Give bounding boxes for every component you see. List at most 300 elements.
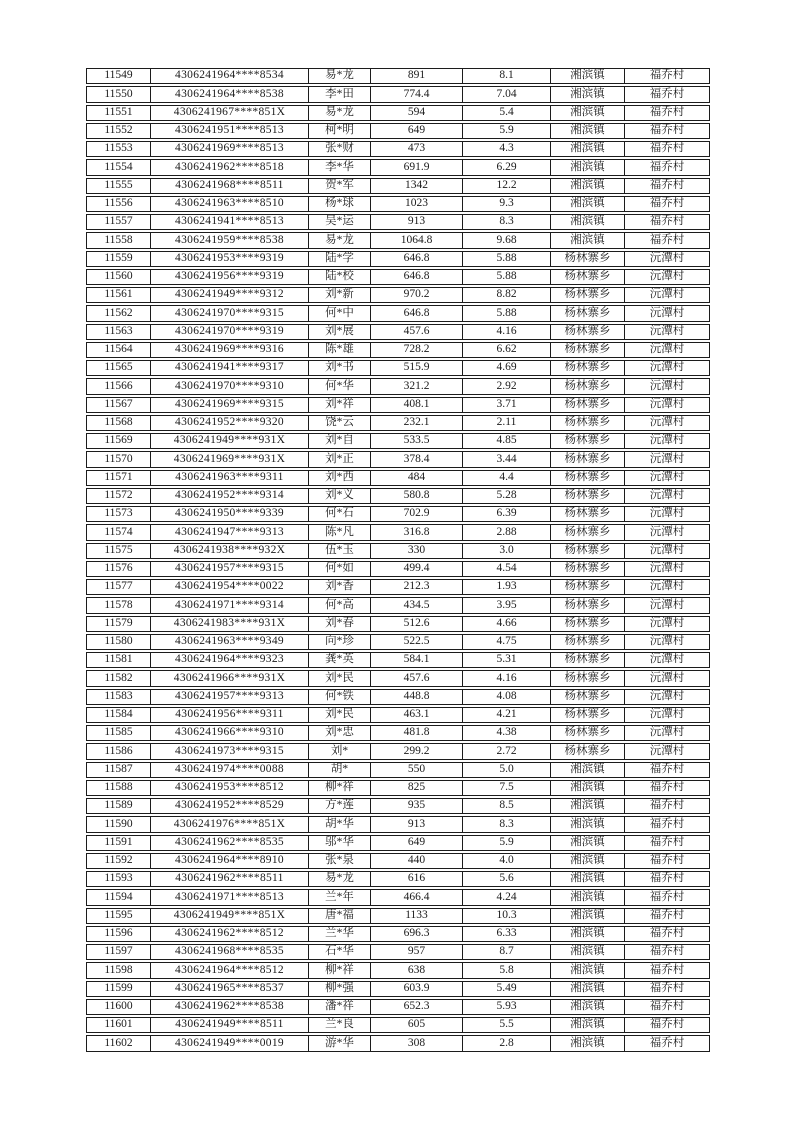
cell-township: 湘滨镇 [551, 215, 625, 229]
cell-name: 何*高 [309, 598, 371, 612]
cell-township: 湘滨镇 [551, 197, 625, 211]
cell-amount: 1064.8 [371, 233, 463, 247]
cell-masked-id: 4306241968****8535 [151, 945, 309, 959]
table-row [86, 324, 710, 340]
cell-township: 湘滨镇 [551, 1018, 625, 1032]
table-row [86, 141, 710, 157]
cell-name: 刘*正 [309, 452, 371, 466]
cell-amount: 691.9 [371, 160, 463, 174]
cell-name: 胡*华 [309, 817, 371, 831]
cell-village: 福乔村 [649, 890, 685, 903]
cell-masked-id: 4306241962****8538 [151, 1000, 309, 1014]
cell-masked-id: 4306241983****931X [151, 617, 309, 631]
cell-village: 福乔村 [649, 215, 685, 228]
table-row [86, 597, 710, 613]
cell-rate: 9.3 [463, 197, 551, 211]
cell-name: 刘*展 [309, 325, 371, 339]
cell-amount: 212.3 [371, 580, 463, 594]
cell-village: 沅潭村 [649, 744, 685, 757]
table-row [86, 616, 710, 632]
cell-rate: 5.8 [463, 963, 551, 977]
cell-amount: 1133 [371, 909, 463, 923]
cell-rate: 3.95 [463, 598, 551, 612]
cell-masked-id: 4306241967****851X [151, 106, 309, 120]
cell-name: 易*龙 [309, 106, 371, 120]
cell-masked-id: 4306241941****9317 [151, 361, 309, 375]
cell-township: 杨林寨乡 [551, 708, 625, 722]
cell-name: 何*中 [309, 306, 371, 320]
cell-sequence: 11554 [87, 160, 151, 174]
cell-sequence: 11562 [87, 306, 151, 320]
cell-rate: 6.29 [463, 160, 551, 174]
cell-village: 福乔村 [649, 963, 685, 976]
cell-amount: 316.8 [371, 525, 463, 539]
cell-township: 杨林寨乡 [551, 361, 625, 375]
cell-village: 福乔村 [649, 981, 685, 994]
cell-village: 福乔村 [649, 1036, 685, 1049]
cell-village: 沅潭村 [649, 470, 685, 483]
cell-masked-id: 4306241965****8537 [151, 982, 309, 996]
cell-township: 杨林寨乡 [551, 525, 625, 539]
cell-village: 福乔村 [649, 781, 685, 794]
cell-township: 湘滨镇 [551, 160, 625, 174]
cell-sequence: 11579 [87, 617, 151, 631]
cell-name: 刘*新 [309, 288, 371, 302]
cell-township: 湘滨镇 [551, 890, 625, 904]
cell-village: 福乔村 [649, 160, 685, 173]
cell-sequence: 11593 [87, 872, 151, 886]
cell-township: 杨林寨乡 [551, 288, 625, 302]
cell-township: 杨林寨乡 [551, 580, 625, 594]
table-row [86, 378, 710, 394]
cell-sequence: 11559 [87, 252, 151, 266]
cell-rate: 4.24 [463, 890, 551, 904]
cell-name: 兰*华 [309, 927, 371, 941]
cell-village: 沅潭村 [649, 653, 685, 666]
cell-amount: 774.4 [371, 87, 463, 101]
cell-village: 福乔村 [649, 178, 685, 191]
cell-amount: 466.4 [371, 890, 463, 904]
cell-township: 湘滨镇 [551, 963, 625, 977]
cell-name: 杨*球 [309, 197, 371, 211]
cell-masked-id: 4306241952****8529 [151, 799, 309, 813]
cell-township: 湘滨镇 [551, 69, 625, 83]
cell-amount: 649 [371, 124, 463, 138]
cell-masked-id: 4306241951****8513 [151, 124, 309, 138]
cell-township: 湘滨镇 [551, 87, 625, 101]
cell-sequence: 11573 [87, 507, 151, 521]
cell-village: 福乔村 [649, 124, 685, 137]
table-row [86, 105, 710, 121]
cell-rate: 4.08 [463, 690, 551, 704]
cell-rate: 5.88 [463, 252, 551, 266]
cell-sequence: 11590 [87, 817, 151, 831]
cell-rate: 3.44 [463, 452, 551, 466]
cell-sequence: 11601 [87, 1018, 151, 1032]
table-row [86, 86, 710, 102]
cell-township: 杨林寨乡 [551, 489, 625, 503]
cell-village: 福乔村 [649, 197, 685, 210]
cell-amount: 299.2 [371, 744, 463, 758]
cell-sequence: 11583 [87, 690, 151, 704]
table-row [86, 360, 710, 376]
cell-masked-id: 4306241949****931X [151, 434, 309, 448]
cell-village: 沅潭村 [649, 251, 685, 264]
cell-amount: 646.8 [371, 306, 463, 320]
cell-sequence: 11552 [87, 124, 151, 138]
cell-masked-id: 4306241956****9319 [151, 270, 309, 284]
cell-masked-id: 4306241941****8513 [151, 215, 309, 229]
cell-township: 湘滨镇 [551, 927, 625, 941]
cell-amount: 440 [371, 854, 463, 868]
cell-township: 湘滨镇 [551, 1000, 625, 1014]
cell-amount: 891 [371, 69, 463, 83]
cell-village: 沅潭村 [649, 343, 685, 356]
cell-rate: 4.16 [463, 325, 551, 339]
cell-township: 杨林寨乡 [551, 325, 625, 339]
table-row [86, 670, 710, 686]
cell-amount: 616 [371, 872, 463, 886]
cell-name: 张*泉 [309, 854, 371, 868]
cell-village: 沅潭村 [649, 416, 685, 429]
cell-name: 刘*香 [309, 580, 371, 594]
cell-name: 柳*祥 [309, 963, 371, 977]
table-row [86, 269, 710, 285]
cell-masked-id: 4306241959****8538 [151, 233, 309, 247]
cell-village: 福乔村 [649, 87, 685, 100]
cell-name: 游*华 [309, 1036, 371, 1050]
cell-sequence: 11577 [87, 580, 151, 594]
cell-sequence: 11565 [87, 361, 151, 375]
cell-village: 沅潭村 [649, 361, 685, 374]
cell-sequence: 11582 [87, 671, 151, 685]
cell-township: 杨林寨乡 [551, 598, 625, 612]
cell-sequence: 11578 [87, 598, 151, 612]
cell-masked-id: 4306241962****8535 [151, 836, 309, 850]
cell-rate: 5.88 [463, 270, 551, 284]
cell-amount: 603.9 [371, 982, 463, 996]
table-row [86, 196, 710, 212]
cell-village: 福乔村 [649, 817, 685, 830]
cell-rate: 4.4 [463, 471, 551, 485]
cell-sequence: 11557 [87, 215, 151, 229]
cell-village: 福乔村 [649, 854, 685, 867]
cell-amount: 728.2 [371, 343, 463, 357]
cell-rate: 4.54 [463, 562, 551, 576]
cell-rate: 3.71 [463, 398, 551, 412]
cell-rate: 2.11 [463, 416, 551, 430]
cell-masked-id: 4306241949****0019 [151, 1036, 309, 1050]
cell-amount: 913 [371, 215, 463, 229]
cell-name: 张*财 [309, 142, 371, 156]
data-table [86, 68, 710, 1052]
cell-amount: 696.3 [371, 927, 463, 941]
cell-masked-id: 4306241953****8512 [151, 781, 309, 795]
cell-township: 杨林寨乡 [551, 252, 625, 266]
cell-rate: 4.69 [463, 361, 551, 375]
cell-name: 刘*祥 [309, 398, 371, 412]
cell-name: 刘*民 [309, 708, 371, 722]
cell-sequence: 11576 [87, 562, 151, 576]
cell-rate: 2.92 [463, 379, 551, 393]
cell-masked-id: 4306241963****9311 [151, 471, 309, 485]
cell-name: 刘*义 [309, 489, 371, 503]
cell-name: 李*华 [309, 160, 371, 174]
cell-township: 杨林寨乡 [551, 726, 625, 740]
cell-sequence: 11581 [87, 653, 151, 667]
cell-village: 沅潭村 [649, 689, 685, 702]
cell-village: 沅潭村 [649, 580, 685, 593]
cell-village: 沅潭村 [649, 598, 685, 611]
cell-masked-id: 4306241974****0088 [151, 763, 309, 777]
cell-amount: 649 [371, 836, 463, 850]
cell-name: 刘*忠 [309, 726, 371, 740]
cell-masked-id: 4306241964****8534 [151, 69, 309, 83]
cell-masked-id: 4306241963****8510 [151, 197, 309, 211]
table-row [86, 287, 710, 303]
cell-masked-id: 4306241973****9315 [151, 744, 309, 758]
cell-sequence: 11594 [87, 890, 151, 904]
cell-masked-id: 4306241969****931X [151, 452, 309, 466]
cell-rate: 5.6 [463, 872, 551, 886]
cell-name: 贺*军 [309, 179, 371, 193]
cell-township: 杨林寨乡 [551, 471, 625, 485]
cell-rate: 4.66 [463, 617, 551, 631]
cell-amount: 957 [371, 945, 463, 959]
cell-rate: 5.88 [463, 306, 551, 320]
table-row [86, 652, 710, 668]
cell-amount: 232.1 [371, 416, 463, 430]
cell-masked-id: 4306241952****9314 [151, 489, 309, 503]
cell-name: 刘*自 [309, 434, 371, 448]
cell-rate: 4.38 [463, 726, 551, 740]
table-row [86, 871, 710, 887]
cell-sequence: 11563 [87, 325, 151, 339]
table-row [86, 579, 710, 595]
cell-township: 杨林寨乡 [551, 507, 625, 521]
cell-masked-id: 4306241964****8512 [151, 963, 309, 977]
cell-village: 福乔村 [649, 927, 685, 940]
cell-masked-id: 4306241949****9312 [151, 288, 309, 302]
cell-sequence: 11553 [87, 142, 151, 156]
cell-rate: 5.0 [463, 763, 551, 777]
cell-township: 杨林寨乡 [551, 343, 625, 357]
cell-rate: 4.85 [463, 434, 551, 448]
table-row [86, 999, 710, 1015]
cell-township: 杨林寨乡 [551, 434, 625, 448]
cell-masked-id: 4306241962****8518 [151, 160, 309, 174]
cell-amount: 457.6 [371, 671, 463, 685]
cell-name: 易*龙 [309, 233, 371, 247]
table-row [86, 451, 710, 467]
cell-township: 湘滨镇 [551, 233, 625, 247]
cell-sequence: 11595 [87, 909, 151, 923]
table-row [86, 835, 710, 851]
table-row [86, 780, 710, 796]
cell-masked-id: 4306241964****9323 [151, 653, 309, 667]
table-row [86, 1017, 710, 1033]
cell-rate: 2.72 [463, 744, 551, 758]
cell-sequence: 11591 [87, 836, 151, 850]
cell-sequence: 11588 [87, 781, 151, 795]
cell-amount: 970.2 [371, 288, 463, 302]
cell-masked-id: 4306241964****8910 [151, 854, 309, 868]
cell-village: 沅潭村 [649, 543, 685, 556]
cell-sequence: 11597 [87, 945, 151, 959]
cell-sequence: 11574 [87, 525, 151, 539]
cell-amount: 702.9 [371, 507, 463, 521]
cell-township: 湘滨镇 [551, 945, 625, 959]
table-row [86, 816, 710, 832]
table-row [86, 251, 710, 267]
table-row [86, 524, 710, 540]
cell-sequence: 11558 [87, 233, 151, 247]
cell-amount: 448.8 [371, 690, 463, 704]
cell-sequence: 11550 [87, 87, 151, 101]
cell-masked-id: 4306241976****851X [151, 817, 309, 831]
table-row [86, 908, 710, 924]
table-row [86, 762, 710, 778]
cell-sequence: 11551 [87, 106, 151, 120]
cell-village: 沅潭村 [649, 397, 685, 410]
cell-name: 刘* [309, 744, 371, 758]
cell-name: 何*华 [309, 379, 371, 393]
cell-sequence: 11585 [87, 726, 151, 740]
cell-sequence: 11566 [87, 379, 151, 393]
cell-sequence: 11556 [87, 197, 151, 211]
cell-rate: 8.82 [463, 288, 551, 302]
cell-rate: 5.31 [463, 653, 551, 667]
table-row [86, 397, 710, 413]
cell-masked-id: 4306241963****9349 [151, 635, 309, 649]
cell-sequence: 11602 [87, 1036, 151, 1050]
cell-amount: 308 [371, 1036, 463, 1050]
cell-sequence: 11567 [87, 398, 151, 412]
cell-name: 邬*华 [309, 836, 371, 850]
cell-amount: 330 [371, 544, 463, 558]
cell-amount: 515.9 [371, 361, 463, 375]
cell-rate: 7.04 [463, 87, 551, 101]
cell-masked-id: 4306241953****9319 [151, 252, 309, 266]
cell-township: 湘滨镇 [551, 817, 625, 831]
cell-name: 柳*祥 [309, 781, 371, 795]
cell-name: 潘*祥 [309, 1000, 371, 1014]
cell-name: 陈*雄 [309, 343, 371, 357]
cell-rate: 5.4 [463, 106, 551, 120]
table-row [86, 214, 710, 230]
cell-rate: 8.5 [463, 799, 551, 813]
cell-amount: 522.5 [371, 635, 463, 649]
cell-amount: 321.2 [371, 379, 463, 393]
cell-township: 湘滨镇 [551, 106, 625, 120]
cell-sequence: 11569 [87, 434, 151, 448]
cell-rate: 4.21 [463, 708, 551, 722]
cell-masked-id: 4306241966****931X [151, 671, 309, 685]
cell-rate: 2.8 [463, 1036, 551, 1050]
cell-name: 刘*春 [309, 617, 371, 631]
cell-masked-id: 4306241949****8511 [151, 1018, 309, 1032]
cell-sequence: 11561 [87, 288, 151, 302]
cell-rate: 8.3 [463, 215, 551, 229]
cell-amount: 533.5 [371, 434, 463, 448]
cell-amount: 646.8 [371, 270, 463, 284]
cell-township: 湘滨镇 [551, 124, 625, 138]
cell-village: 福乔村 [649, 1000, 685, 1013]
cell-township: 杨林寨乡 [551, 398, 625, 412]
cell-name: 陆*学 [309, 252, 371, 266]
cell-name: 易*龙 [309, 872, 371, 886]
cell-name: 李*田 [309, 87, 371, 101]
cell-amount: 1023 [371, 197, 463, 211]
cell-village: 沅潭村 [649, 434, 685, 447]
table-body [86, 68, 710, 1052]
cell-sequence: 11600 [87, 1000, 151, 1014]
table-row [86, 707, 710, 723]
cell-amount: 646.8 [371, 252, 463, 266]
cell-village: 沅潭村 [649, 616, 685, 629]
cell-village: 福乔村 [649, 872, 685, 885]
cell-name: 何*石 [309, 507, 371, 521]
cell-amount: 473 [371, 142, 463, 156]
cell-sequence: 11560 [87, 270, 151, 284]
cell-sequence: 11572 [87, 489, 151, 503]
cell-name: 刘*西 [309, 471, 371, 485]
table-row [86, 561, 710, 577]
cell-village: 福乔村 [649, 233, 685, 246]
cell-masked-id: 4306241971****9314 [151, 598, 309, 612]
cell-amount: 1342 [371, 179, 463, 193]
cell-township: 湘滨镇 [551, 799, 625, 813]
table-row [86, 944, 710, 960]
cell-village: 沅潭村 [649, 525, 685, 538]
cell-village: 福乔村 [649, 762, 685, 775]
cell-name: 柯*明 [309, 124, 371, 138]
table-row [86, 159, 710, 175]
cell-sequence: 11570 [87, 452, 151, 466]
cell-masked-id: 4306241947****9313 [151, 525, 309, 539]
cell-rate: 7.5 [463, 781, 551, 795]
cell-village: 沅潭村 [649, 726, 685, 739]
table-row [86, 415, 710, 431]
cell-masked-id: 4306241962****8512 [151, 927, 309, 941]
cell-village: 沅潭村 [649, 562, 685, 575]
cell-sequence: 11599 [87, 982, 151, 996]
cell-township: 湘滨镇 [551, 1036, 625, 1050]
cell-amount: 457.6 [371, 325, 463, 339]
cell-sequence: 11586 [87, 744, 151, 758]
cell-masked-id: 4306241956****9311 [151, 708, 309, 722]
table-row [86, 889, 710, 905]
cell-masked-id: 4306241966****9310 [151, 726, 309, 740]
cell-amount: 825 [371, 781, 463, 795]
cell-township: 杨林寨乡 [551, 671, 625, 685]
cell-township: 湘滨镇 [551, 982, 625, 996]
cell-amount: 463.1 [371, 708, 463, 722]
cell-sequence: 11571 [87, 471, 151, 485]
cell-name: 兰*良 [309, 1018, 371, 1032]
cell-rate: 1.93 [463, 580, 551, 594]
cell-sequence: 11568 [87, 416, 151, 430]
cell-amount: 594 [371, 106, 463, 120]
cell-rate: 4.3 [463, 142, 551, 156]
cell-village: 沅潭村 [649, 379, 685, 392]
cell-village: 沅潭村 [649, 270, 685, 283]
cell-rate: 8.1 [463, 69, 551, 83]
cell-sequence: 11596 [87, 927, 151, 941]
cell-name: 饶*云 [309, 416, 371, 430]
table-row [86, 68, 710, 84]
cell-sequence: 11580 [87, 635, 151, 649]
